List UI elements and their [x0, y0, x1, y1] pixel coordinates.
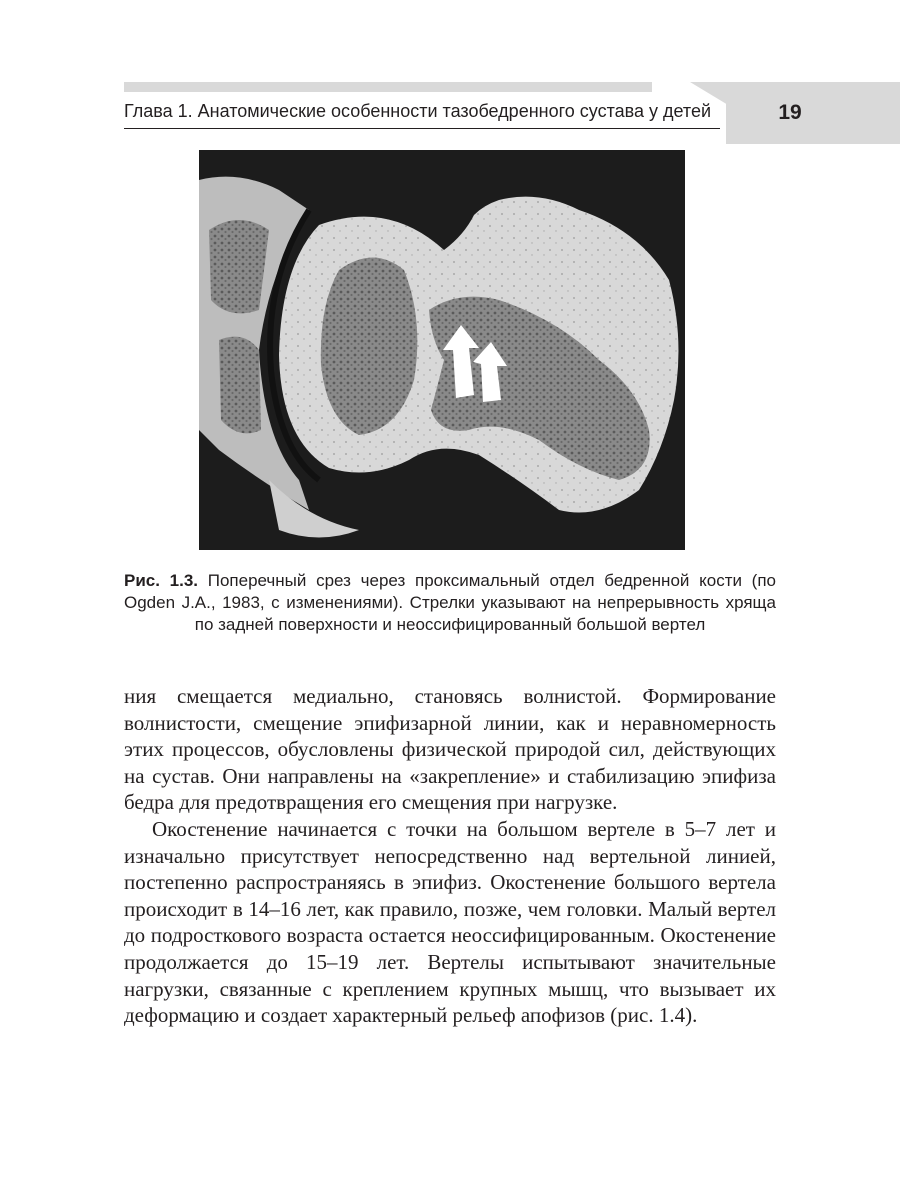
femur-cross-section-image	[199, 150, 685, 550]
body-text	[124, 683, 776, 1029]
paragraph-2: Окостенение начинается с точки на большом вертеле в 5–7 лет и изначально присутствует непосредственно над вертельной линией, постепенно распространяясь в эпифиз. Окостенение большого вертела происходит в 14–16 лет, как правило, позже, чем головки. Малый вертел до подросткового возраста остается неоссифицированным. Окостенение продолжается до 15–19 лет. Вертелы испытывают значительные нагрузки, связанные с креплением крупных мышц, что вызывает их деформацию и создает характерный рельеф апофизов (рис. 1.4).	[124, 816, 776, 1028]
page-number: 19	[778, 101, 802, 124]
running-header-title: Глава 1. Анатомические особенности тазобедренного сустава у детей	[124, 101, 712, 121]
header-rule	[124, 128, 720, 129]
figure-caption	[124, 570, 776, 636]
figure-photo	[199, 150, 685, 550]
figure-caption-label: Рис. 1.3.	[124, 571, 199, 590]
paragraph-1: ния смещается медиально, становясь волнистой. Формирование волнистости, смещение эпифизарной линии, как и неравномерность этих процессов, обусловлены физической природой сил, действующих на сустав. Они направлены на «закрепление» и стабилизацию эпифиза бедра для предотвращения его смещения при нагрузке.	[124, 684, 776, 815]
figure-caption-text: Поперечный срез через проксимальный отдел бедренной кости (по Ogden J.A., 1983, с изменениями). Стрелки указывают на непрерывность хряща по задней поверхности и неоссифицированный большой вертел	[124, 571, 777, 634]
header-decor-bar	[124, 82, 652, 92]
